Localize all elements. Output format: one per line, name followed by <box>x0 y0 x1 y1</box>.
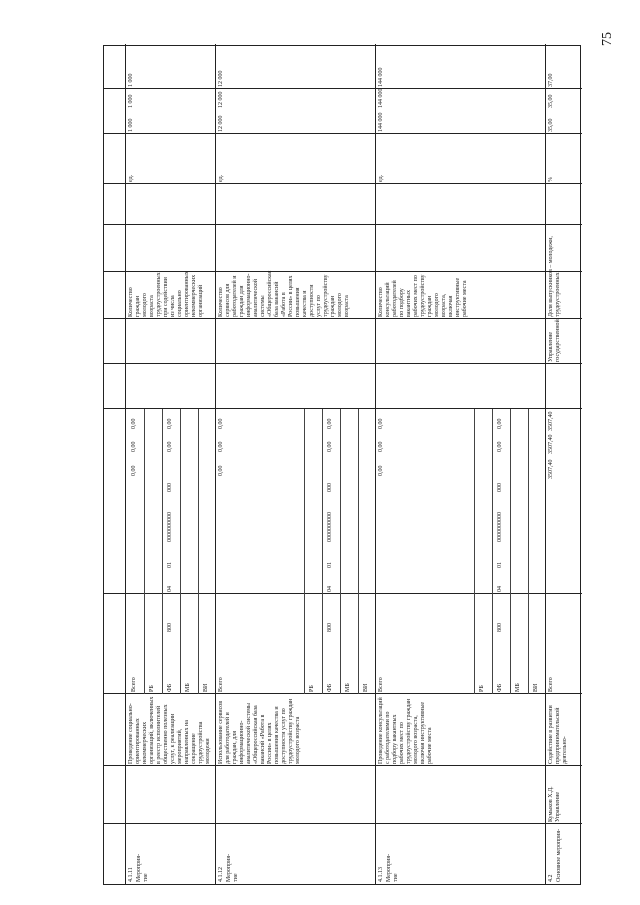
source-label: ВИ <box>203 683 209 692</box>
amount-cell: 0,00 <box>497 418 503 429</box>
source-label: ВИ <box>363 683 369 692</box>
amount-cell: 0,00 <box>167 418 173 429</box>
row-number: 4.2 <box>548 874 554 882</box>
value-cell: 12 000 <box>218 91 224 108</box>
total-label: Всего <box>548 677 554 692</box>
amount-cell: 0,00 <box>131 418 137 429</box>
value-cell: 1 000 <box>128 73 134 87</box>
amount-cell: 0,00 <box>378 465 384 476</box>
value-cell: 144 000 <box>378 67 384 87</box>
amount-cell: 0,00 <box>218 441 224 452</box>
unit-cell: ед. <box>378 174 384 182</box>
value-cell: 35,00 <box>548 94 554 108</box>
source-label: РБ <box>309 685 315 692</box>
code-cell: 000 <box>327 483 333 492</box>
table-row <box>126 44 216 884</box>
source-label: МБ <box>185 683 191 692</box>
code-cell: 000 <box>497 483 503 492</box>
value-cell: 144 000 <box>378 88 384 108</box>
value-cell: 12 000 <box>218 70 224 87</box>
code-cell: 04 <box>497 586 503 592</box>
indicator-text: Доля выпускников – молодежи, трудоустроенных <box>548 236 561 317</box>
code-cell: 01 <box>167 562 173 568</box>
row-executor: Управление государственной <box>548 319 561 362</box>
indicator-text: Количество консультаций работодателей по подбору вакантных рабочих мест по трудоустройству граждан молодого возраста, включая инструктивные рабочие места <box>378 274 468 317</box>
source-label: ФБ <box>167 683 173 692</box>
amount-cell: 0,00 <box>167 441 173 452</box>
code-cell: 0000000000 <box>167 512 173 542</box>
row-number: 4.1.11 <box>128 867 134 882</box>
row-kind: Мероприя-тие <box>386 853 399 882</box>
unit-cell: ед. <box>128 174 134 182</box>
row-name: Проведение консультаций с работодателями по подбору вакантных рабочих мест по трудоустройству граждан молодого возраста, включая инструктивные рабочие места <box>378 697 433 764</box>
indicator-text: Количество граждан молодого возраста трудоустроенных при содействии из числа социально ориентированных некоммерческих организаций <box>128 271 204 317</box>
program-table <box>103 45 581 885</box>
table-header-row <box>104 44 126 884</box>
source-label: МБ <box>515 683 521 692</box>
code-cell: 04 <box>167 586 173 592</box>
page-number: 75 <box>600 32 615 46</box>
source-label: ФБ <box>497 683 503 692</box>
source-label: ФБ <box>327 683 333 692</box>
code-cell: 0000000000 <box>497 512 503 542</box>
row-kind: Мероприя-тие <box>226 853 239 882</box>
indicator-text: Количество сервисов для работодателей и граждан для информационно-аналитической системы «Общероссийская база вакансий «Работа в России» в целях повышения качества и доступности услуг по трудоустройству граждан молодого возраста <box>218 270 350 317</box>
amount-cell: 3507,40 <box>548 434 554 454</box>
row-number: 4.1.12 <box>218 867 224 882</box>
source-label: МБ <box>345 683 351 692</box>
row-name: Проведение социально-ориентированных некоммерческих организаций, включенных в реестр исполнителей общественно полезных услуг, к реализации мероприятий, направленных на сокращение трудоустройства молодежи <box>128 696 211 764</box>
value-cell: 1 000 <box>128 118 134 132</box>
source-label: РБ <box>149 685 155 692</box>
code-cell: 800 <box>327 623 333 632</box>
amount-cell: 0,00 <box>378 418 384 429</box>
row-number: 4.1.13 <box>378 867 384 882</box>
total-label: Всего <box>218 677 224 692</box>
amount-cell: 0,00 <box>327 441 333 452</box>
code-cell: 000 <box>167 483 173 492</box>
row-executor: Кумыков Х.Д. Управление <box>548 786 561 822</box>
total-label: Всего <box>131 677 137 692</box>
amount-cell: 3507,40 <box>548 411 554 431</box>
amount-cell: 0,00 <box>497 441 503 452</box>
value-cell: 37,00 <box>548 73 554 87</box>
value-cell: 1 000 <box>128 94 134 108</box>
code-cell: 800 <box>167 623 173 632</box>
amount-cell: 0,00 <box>218 465 224 476</box>
amount-cell: 3507,40 <box>548 459 554 479</box>
table-row <box>376 44 546 884</box>
row-kind: Мероприя-тие <box>136 853 149 882</box>
code-cell: 04 <box>327 586 333 592</box>
table-row <box>546 44 582 884</box>
amount-cell: 0,00 <box>218 418 224 429</box>
row-kind: Основное мероприя- <box>556 828 562 882</box>
amount-cell: 0,00 <box>327 418 333 429</box>
amount-cell: 0,00 <box>131 441 137 452</box>
value-cell: 35,00 <box>548 118 554 132</box>
row-name: Использование сервисов для работодателей и граждан, для информационно-аналитической системы «Общероссийская база вакансий «Работа в России» в целях повышения качества и доступности услуг по трудоустройству граждан молодого возраста <box>218 698 301 764</box>
code-cell: 01 <box>327 562 333 568</box>
source-label: РБ <box>479 685 485 692</box>
value-cell: 144 000 <box>378 112 384 132</box>
value-cell: 12 000 <box>218 115 224 132</box>
code-cell: 01 <box>497 562 503 568</box>
unit-cell: % <box>548 177 554 182</box>
row-name: Содействие в развитии предпринимательской деятельно- <box>548 705 568 764</box>
source-label: ВИ <box>533 683 539 692</box>
unit-cell: ед. <box>218 174 224 182</box>
amount-cell: 0,00 <box>131 465 137 476</box>
code-cell: 800 <box>497 623 503 632</box>
table-row <box>216 44 376 884</box>
code-cell: 0000000000 <box>327 512 333 542</box>
amount-cell: 0,00 <box>378 441 384 452</box>
total-label: Всего <box>378 677 384 692</box>
